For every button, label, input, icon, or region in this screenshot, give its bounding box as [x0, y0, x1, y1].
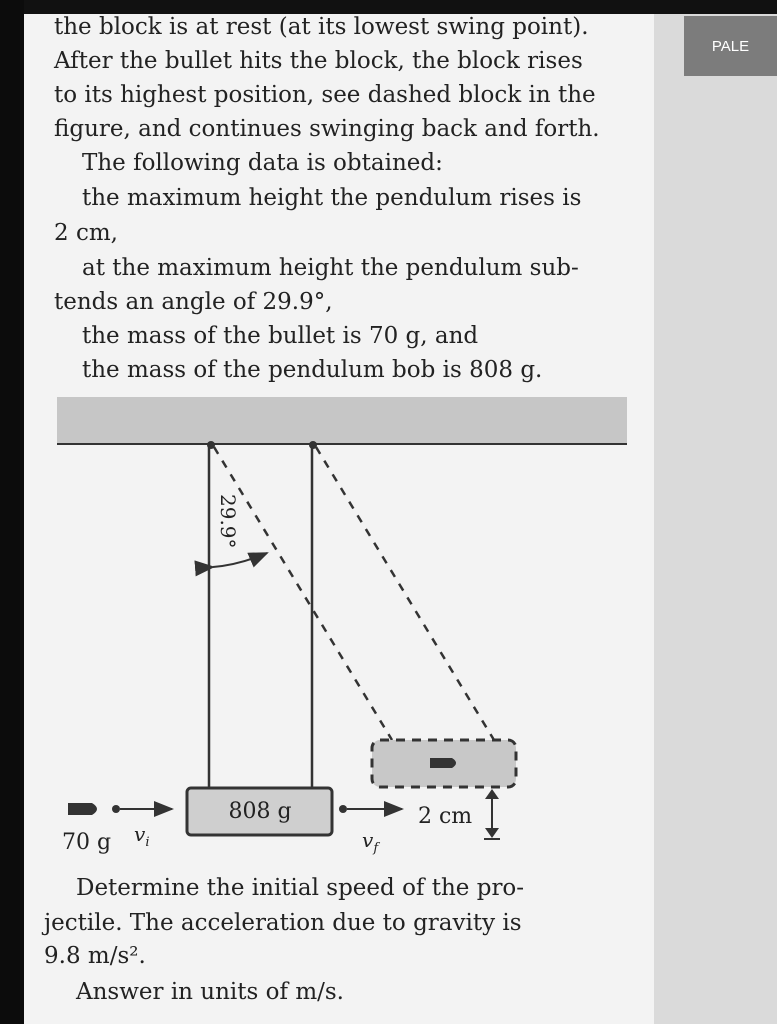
left-bezel	[0, 0, 24, 1024]
intro-line: figure, and continues swinging back and forth.	[54, 116, 600, 142]
intro-paragraph	[54, 10, 600, 146]
data-intro: The following data is obtained:	[82, 150, 443, 176]
height-arrow-down	[485, 828, 499, 838]
data-line-height-value: 2 cm,	[54, 220, 118, 246]
data-line-angle: at the maximum height the pendulum sub-	[82, 255, 579, 281]
height-label: 2 cm	[418, 804, 473, 829]
pendulum-figure	[24, 395, 654, 865]
intro-line: After the bullet hits the block, the block rises	[54, 48, 583, 74]
data-line-angle-value: tends an angle of 29.9°,	[54, 289, 333, 315]
height-arrow-up	[485, 789, 499, 799]
bullet	[68, 803, 97, 815]
question-line: 9.8 m/s².	[44, 943, 146, 969]
angle-label: 29.9°	[216, 494, 240, 549]
right-margin	[654, 14, 777, 1024]
intro-line: to its highest position, see dashed block in the	[54, 82, 596, 108]
embedded-bullet	[430, 758, 456, 768]
ceiling	[57, 397, 627, 443]
data-line-height: the maximum height the pendulum rises is	[82, 185, 582, 211]
vi-label: $v_i$	[134, 822, 150, 850]
bullet-mass-label: 70 g	[62, 830, 112, 855]
pale-button[interactable]: PALE	[684, 16, 777, 76]
data-line-bullet-mass: the mass of the bullet is 70 g, and	[82, 323, 479, 349]
bullet-velocity-dot	[112, 805, 120, 813]
vf-label: $v_f$	[362, 828, 379, 856]
intro-line: the block is at rest (at its lowest swing point).	[54, 14, 589, 40]
angle-arc	[213, 553, 267, 567]
question-line: Determine the initial speed of the pro-	[76, 875, 525, 901]
answer-instruction: Answer in units of m/s.	[76, 979, 344, 1005]
string-right-swung	[316, 447, 494, 740]
block-velocity-dot	[339, 805, 347, 813]
block-label: 808 g	[228, 799, 292, 824]
data-line-bob-mass: the mass of the pendulum bob is 808 g.	[82, 357, 543, 383]
question-line: jectile. The acceleration due to gravity is	[44, 910, 522, 936]
string-left-swung	[214, 447, 392, 740]
